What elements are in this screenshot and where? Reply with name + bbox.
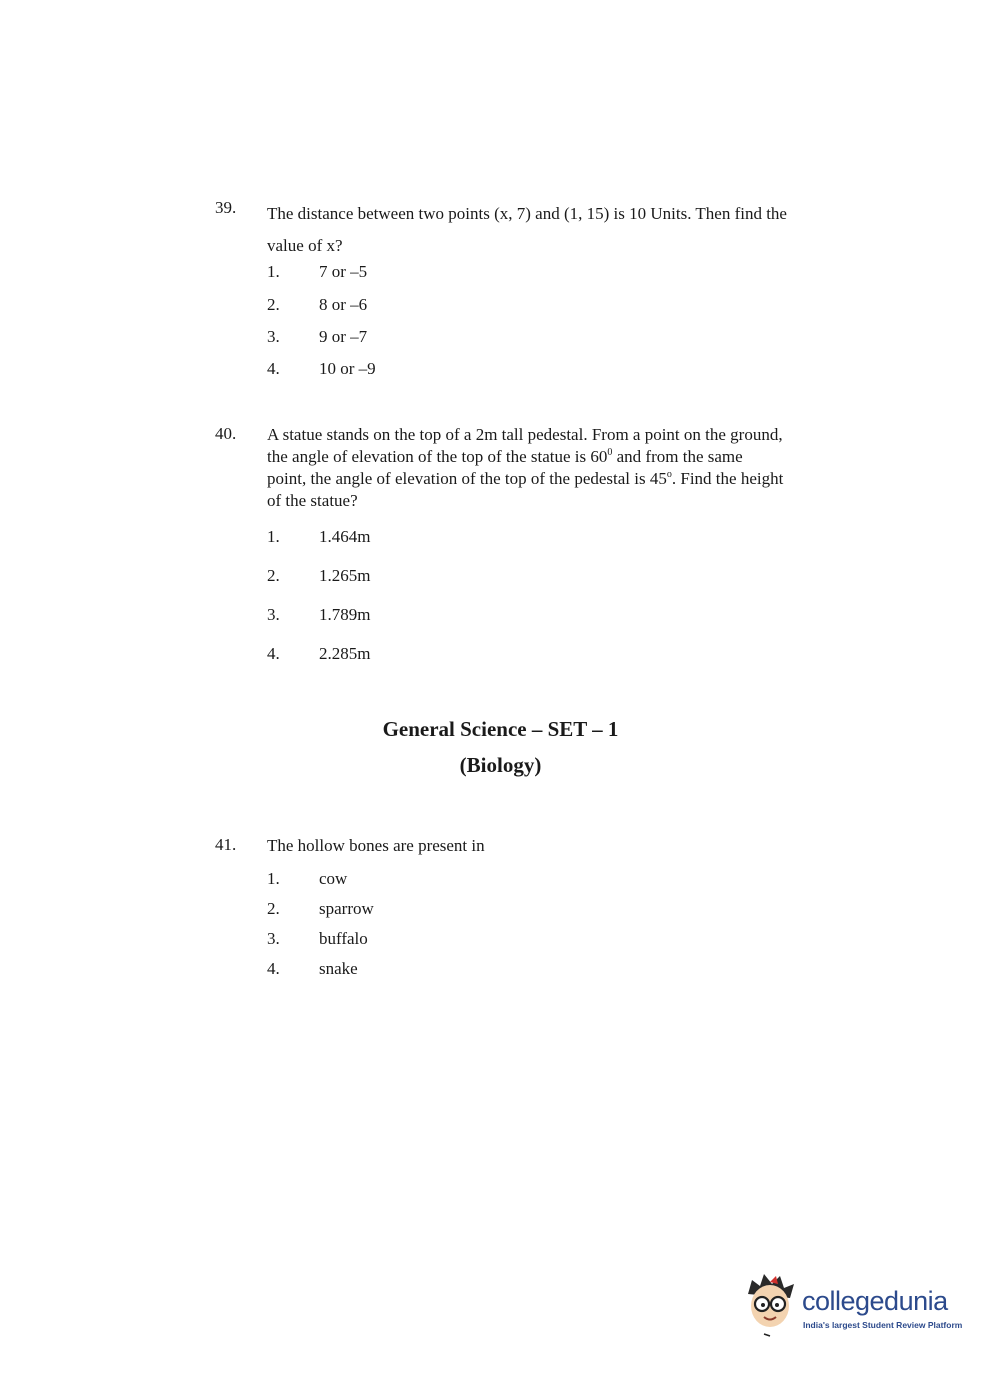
option: 3. 1.789m <box>267 605 371 624</box>
option: 1. 1.464m <box>267 527 371 546</box>
section-subtitle: (Biology) <box>459 753 542 777</box>
question-stem: A statue stands on the top of a 2m tall pedestal. From a point on the ground, the angle of elevation of the top of the statue is $60^0$ and from the same point, the angle of elevation of the top of the pedestal is 45$^o$. Find the height of the statue? <box>267 425 784 510</box>
option: 1. 7 or –5 <box>267 262 368 281</box>
option: 3. buffalo <box>267 929 368 948</box>
question-number: 39. <box>215 198 237 217</box>
option: 3. 9 or –7 <box>267 327 368 346</box>
option: 2. 8 or –6 <box>267 295 368 314</box>
option: 4. 2.285m <box>267 644 371 663</box>
section-title: General Science – SET – 1 <box>382 717 619 741</box>
option: 4. snake <box>267 959 358 978</box>
mascot-icon <box>740 1272 802 1342</box>
option: 2. sparrow <box>267 899 374 918</box>
question-stem: The hollow bones are present in <box>267 836 485 855</box>
question-number: 40. <box>215 424 237 443</box>
logo-tagline: India's largest Student Review Platform <box>803 1320 963 1330</box>
logo-wordmark: collegedunia <box>802 1286 948 1316</box>
option: 4. 10 or –9 <box>267 359 376 378</box>
option: 1. cow <box>267 869 348 888</box>
collegedunia-logo <box>740 1272 970 1342</box>
question-number: 41. <box>215 835 237 854</box>
option: 2. 1.265m <box>267 566 371 585</box>
question-stem: The distance between two points (x, 7) and (1, 15) is 10 Units. Then find the value of x? <box>267 204 787 255</box>
